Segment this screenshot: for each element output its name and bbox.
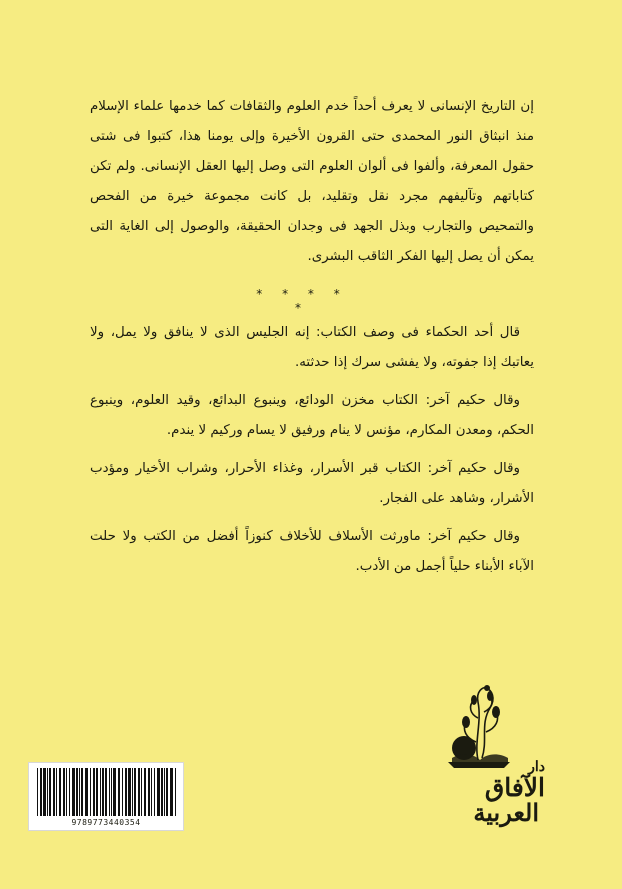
barcode-bar (157, 768, 160, 816)
barcode-bar (93, 768, 95, 816)
barcode-bar (53, 768, 55, 816)
barcode-bar (134, 768, 136, 816)
barcode-bar (56, 768, 57, 816)
publisher-logo (418, 682, 553, 832)
barcode-bar (72, 768, 75, 816)
barcode-bar (105, 768, 107, 816)
barcode-bar (111, 768, 112, 816)
barcode-bar (81, 768, 83, 816)
barcode-bar (63, 768, 65, 816)
barcode-bar (125, 768, 127, 816)
barcode-bar (40, 768, 42, 816)
quotes-block (90, 318, 534, 590)
barcode-bar (96, 768, 98, 816)
quote-paragraph: وقال حكيم آخر: الكتاب مخزن الودائع، وينبوع البدائع، وقيد العلوم، وينبوع الحكم، ومعدن المكارم، مؤنس لا ينام ورفيق لا يسام وركيم لا يندم. (90, 393, 534, 438)
intro-paragraph: إن التاريخ الإنسانى لا يعرف أحداً خدم العلوم والثقافات كما خدمها علماء الإسلام منذ انبثاق النور المحمدى حتى القرون الأخيرة وإلى يومنا هذا، كتبوا فى شتى حقول المعرفة، وألفوا فى ألوان العلوم التى وصل إليها العقل الإنسانى. ولم تكن كتاباتهم وتآليفهم مجرد نقل وتقليد، بل كانت مجموعة خيرة من الفحص والتمحيص والتجارب وبذل الجهد فى وجدان الحقيقة، والوصول إلى الغاية التى يمكن أن يصل إليها الفكر الثاقب البشرى. (90, 99, 534, 264)
barcode-bar (154, 768, 155, 816)
barcode-bar (118, 768, 120, 816)
quote-paragraph: وقال حكيم آخر: الكتاب قبر الأسرار، وغذاء الأحرار، وشراب الأخيار ومؤدب الأشرار، وشاهد على الفجار. (90, 461, 534, 506)
barcode-bar (59, 768, 61, 816)
barcode-bar (113, 768, 116, 816)
barcode-bar (49, 768, 51, 816)
barcode-bar (85, 768, 88, 816)
barcode-bar (161, 768, 163, 816)
barcode-bar (109, 768, 110, 816)
barcode-bar (69, 768, 70, 816)
publisher-name-arabiya: العربية (473, 798, 539, 827)
barcode-bar (151, 768, 152, 816)
barcode-bar (66, 768, 67, 816)
quote-paragraph: وقال حكيم آخر: ماورثت الأسلاف للأخلاف كنوزاً أفضل من الكتب ولا حلت الآباء الأبناء حلياً أجمل من الأدب. (90, 529, 534, 574)
barcode-bar (144, 768, 146, 816)
barcode-bar (148, 768, 150, 816)
publisher-name-dar: دار (528, 759, 545, 775)
barcode-bar (76, 768, 78, 816)
barcode-bar (166, 768, 168, 816)
barcode-bar (47, 768, 48, 816)
barcode-bar (100, 768, 101, 816)
barcode-bar (170, 768, 173, 816)
quote-paragraph: قال أحد الحكماء فى وصف الكتاب: إنه الجليس الذى لا ينافق ولا يمل، ولا يعاتبك إذا جفوته، ولا يفشى سرك إذا حدثته. (90, 325, 534, 370)
isbn-barcode (28, 762, 184, 831)
publisher-name-afaq: الآفاق (484, 773, 545, 802)
barcode-bar (175, 768, 176, 816)
barcode-bar (122, 768, 123, 816)
barcode-bar (90, 768, 91, 816)
barcode-bar (128, 768, 131, 816)
section-divider: * * * * * (256, 287, 348, 315)
intro-block (90, 92, 534, 272)
barcode-bar (43, 768, 46, 816)
barcode-bar (164, 768, 165, 816)
barcode-bars (35, 768, 179, 816)
barcode-bar (141, 768, 142, 816)
barcode-bar (37, 768, 38, 816)
isbn-digits: 9789773440354 (71, 818, 141, 827)
barcode-bar (132, 768, 133, 816)
barcode-bar (138, 768, 140, 816)
barcode-bar (102, 768, 104, 816)
barcode-bar (79, 768, 80, 816)
